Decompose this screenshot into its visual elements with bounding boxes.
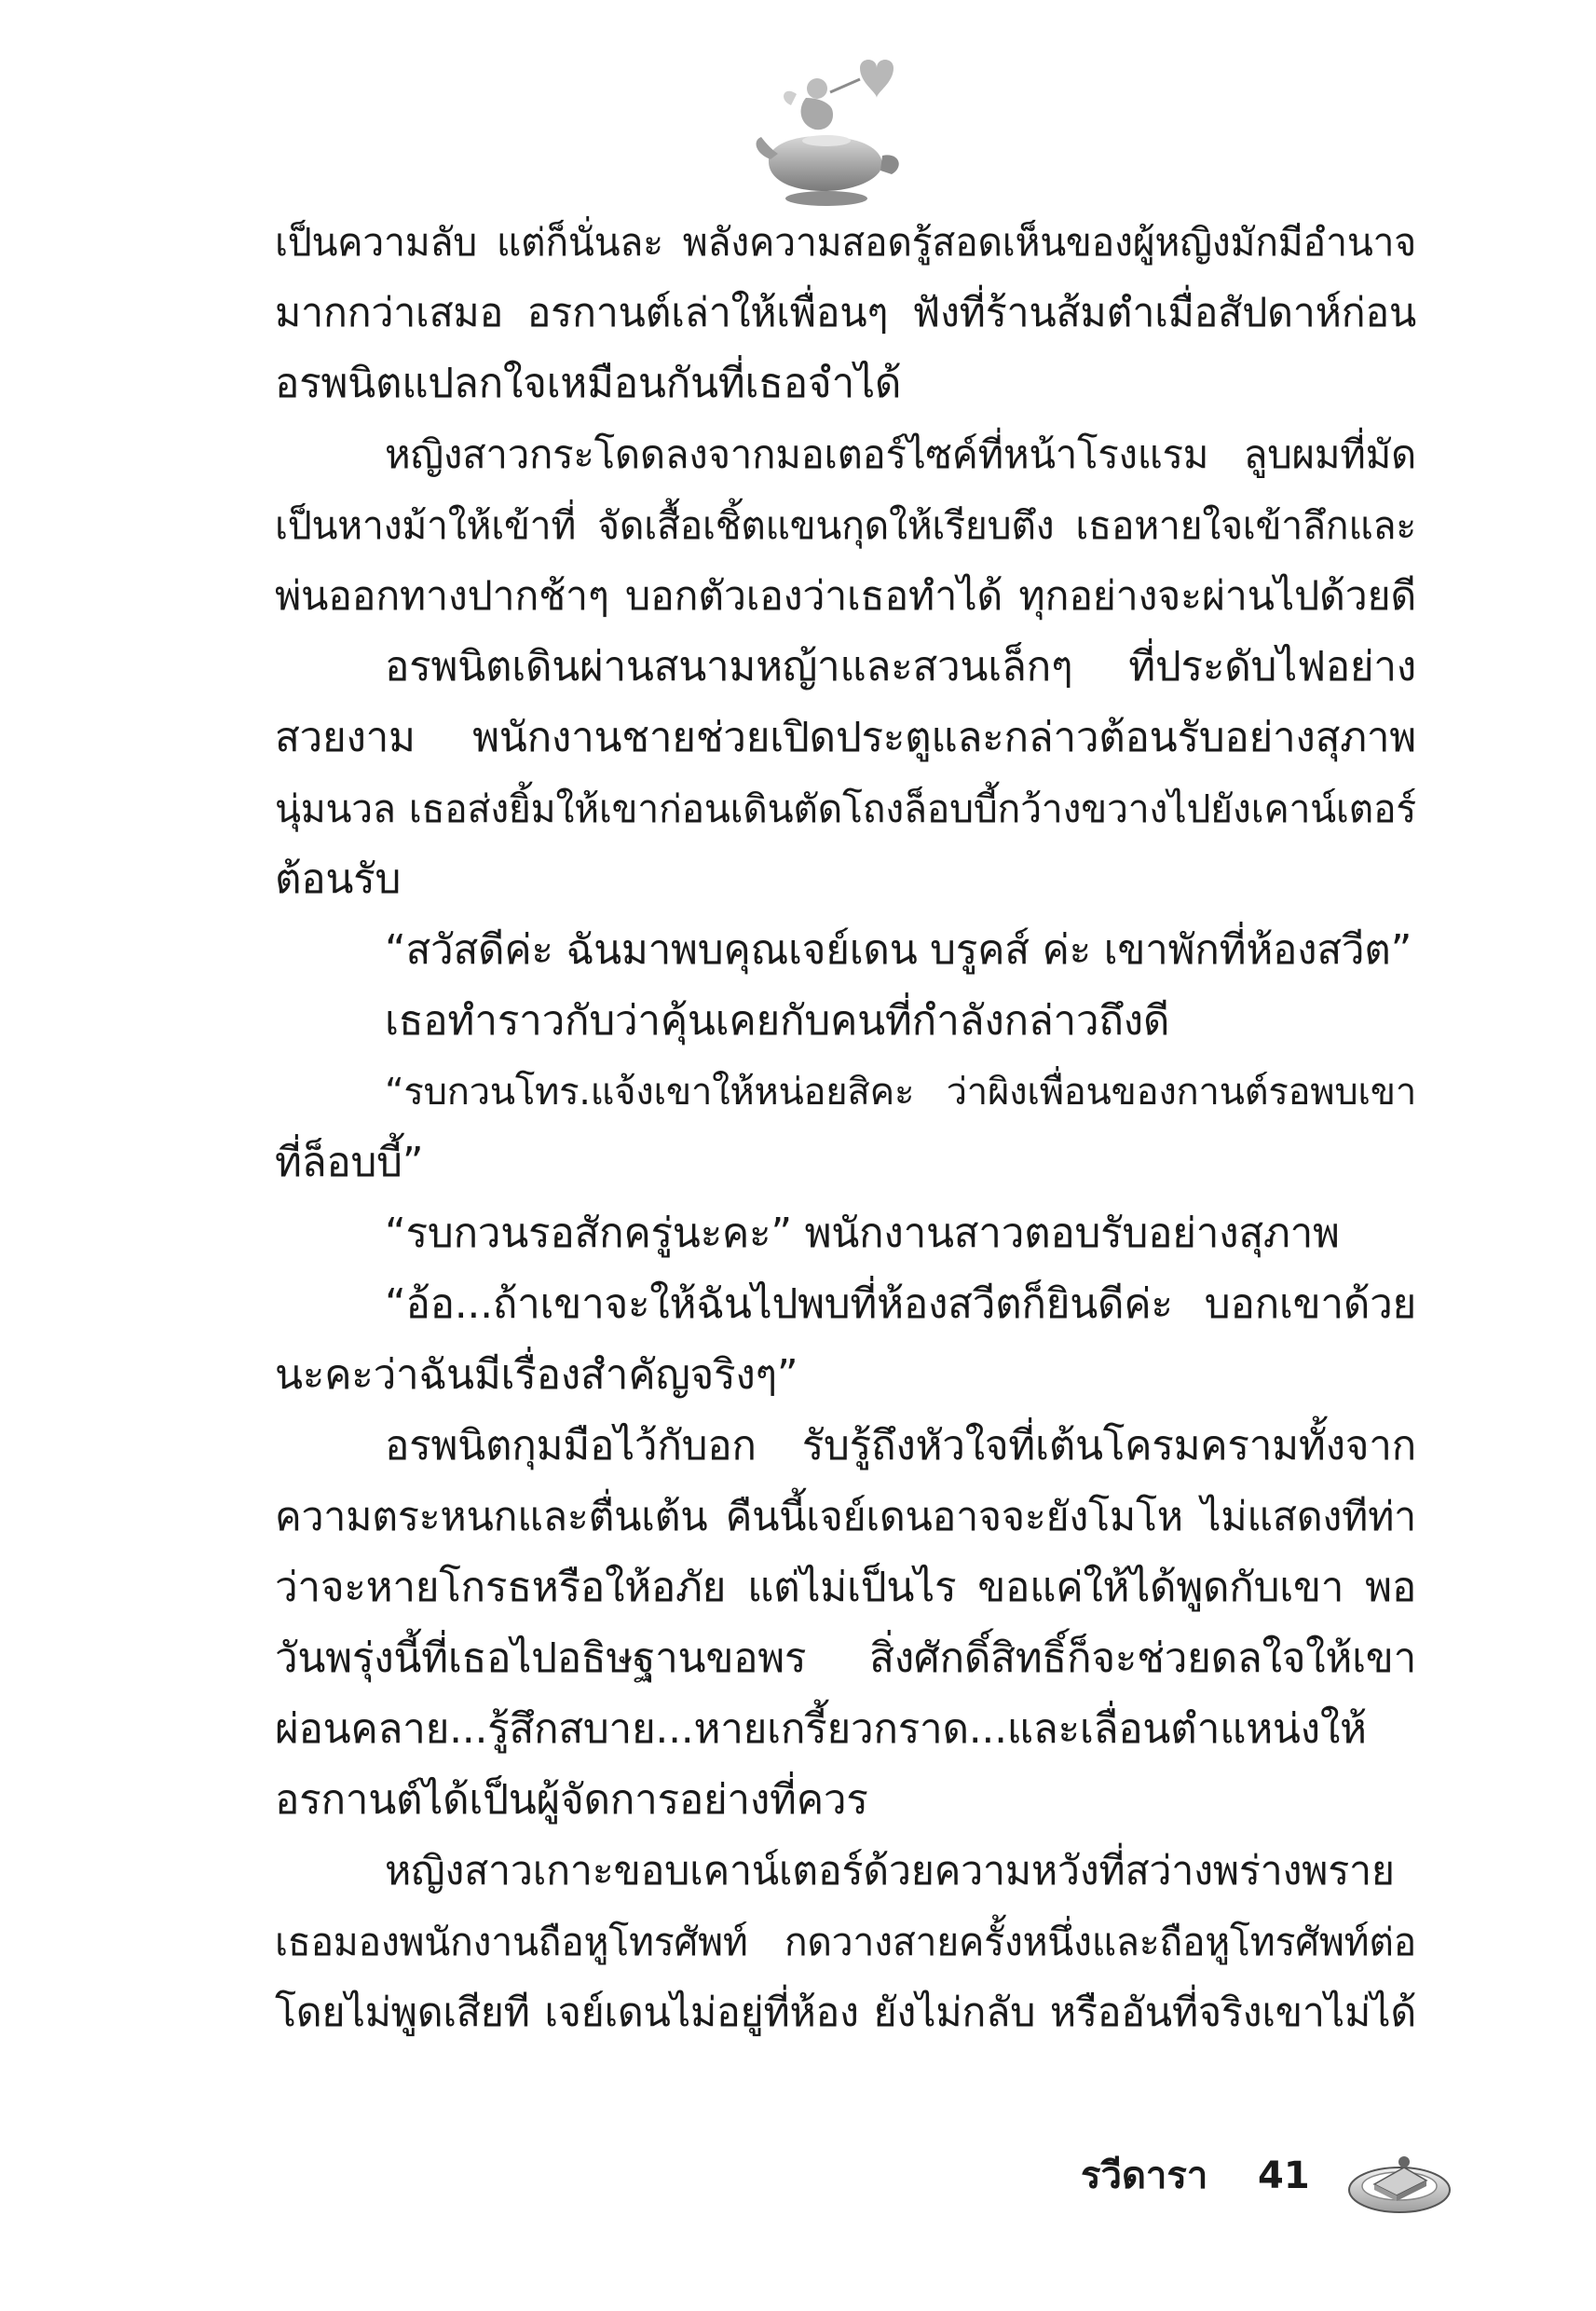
- text-line: มากกว่าเสมอ อรกานต์เล่าให้เพื่อนๆ ฟังที่ร้านส้มตำเมื่อสัปดาห์ก่อน: [275, 290, 1416, 336]
- text-line: ที่ล็อบบี้”: [275, 1139, 424, 1186]
- text-line: อรพนิตเดินผ่านสนามหญ้าและสวนเล็กๆ ที่ประดับไฟอย่าง: [385, 643, 1416, 691]
- text-line: หญิงสาวกระโดดลงจากมอเตอร์ไซค์ที่หน้าโรงแรม ลูบผมที่มัด: [385, 431, 1416, 477]
- text-line: โดยไม่พูดเสียที เจย์เดนไม่อยู่ที่ห้อง ยังไม่กลับ หรืออันที่จริงเขาไม่ได้: [275, 1990, 1416, 2036]
- text-line: นะคะว่าฉันมีเรื่องสำคัญจริงๆ”: [275, 1351, 798, 1399]
- text-line: “รบกวนรอสักครู่นะคะ” พนักงานสาวตอบรับอย่างสุภาพ: [385, 1210, 1340, 1257]
- text-line: “รบกวนโทร.แจ้งเขาให้หน่อยสิคะ ว่าผิงเพื่อนของกานต์รอพบเขา: [385, 1071, 1416, 1114]
- text-line: ว่าจะหายโกรธหรือให้อภัย แต่ไม่เป็นไร ขอแค่ให้ได้พูดกับเขา พอ: [275, 1564, 1416, 1611]
- text-line: เธอทำราวกับว่าคุ้นเคยกับคนที่กำลังกล่าวถึงดี: [385, 997, 1170, 1045]
- text-line: อรพนิตแปลกใจเหมือนกันที่เธอจำได้: [275, 360, 902, 407]
- text-line: สวยงาม พนักงานชายช่วยเปิดประตูและกล่าวต้อนรับอย่างสุภาพ: [275, 714, 1416, 761]
- cake-slice-icon: [1346, 2134, 1453, 2218]
- page-number: 41: [1258, 2154, 1310, 2197]
- page-footer: [1081, 2134, 1453, 2218]
- text-line: อรกานต์ได้เป็นผู้จัดการอย่างที่ควร: [275, 1776, 868, 1824]
- text-line: วันพรุ่งนี้ที่เธอไปอธิษฐานขอพร สิ่งศักดิ์สิทธิ์ก็จะช่วยดลใจให้เขา: [275, 1634, 1416, 1682]
- text-line: อรพนิตกุมมือไว้กับอก รับรู้ถึงหัวใจที่เต้นโครมครามทั้งจาก: [385, 1422, 1416, 1470]
- book-title: รวีดารา: [1081, 2154, 1208, 2197]
- text-line: พ่นออกทางปากช้าๆ บอกตัวเองว่าเธอทำได้ ทุกอย่างจะผ่านไปด้วยดี: [275, 573, 1416, 620]
- text-line: เป็นความลับ แต่ก็นั่นละ พลังความสอดรู้สอดเห็นของผู้หญิงมักมีอำนาจ: [275, 220, 1416, 265]
- text-line: หญิงสาวเกาะขอบเคาน์เตอร์ด้วยความหวังที่สว่างพร่างพราย: [385, 1848, 1395, 1894]
- text-line: “สวัสดีค่ะ ฉันมาพบคุณเจย์เดน บรูคส์ ค่ะ เขาพักที่ห้องสวีต”: [385, 926, 1412, 974]
- text-line: เป็นหางม้าให้เข้าที่ จัดเสื้อเชิ้ตแขนกุดให้เรียบตึง เธอหายใจเข้าลึกและ: [275, 503, 1416, 548]
- text-line: นุ่มนวล เธอส่งยิ้มให้เขาก่อนเดินตัดโถงล็อบบี้กว้างขวางไปยังเคาน์เตอร์: [275, 786, 1416, 831]
- text-line: ต้อนรับ: [275, 855, 402, 903]
- text-line: เธอมองพนักงานถือหูโทรศัพท์ กดวางสายครั้งหนึ่งและถือหูโทรศัพท์ต่อ: [275, 1920, 1416, 1964]
- body-text: [275, 207, 1416, 2048]
- text-line: ผ่อนคลาย...รู้สึกสบาย...หายเกรี้ยวกราด...และเลื่อนตำแหน่งให้: [275, 1705, 1367, 1753]
- teapot-cupid-ornament-icon: [750, 51, 908, 214]
- text-line: “อ้อ...ถ้าเขาจะให้ฉันไปพบที่ห้องสวีตก็ยินดีค่ะ บอกเขาด้วย: [385, 1280, 1416, 1328]
- text-line: ความตระหนกและตื่นเต้น คืนนี้เจย์เดนอาจจะยังโมโห ไม่แสดงทีท่า: [275, 1494, 1416, 1540]
